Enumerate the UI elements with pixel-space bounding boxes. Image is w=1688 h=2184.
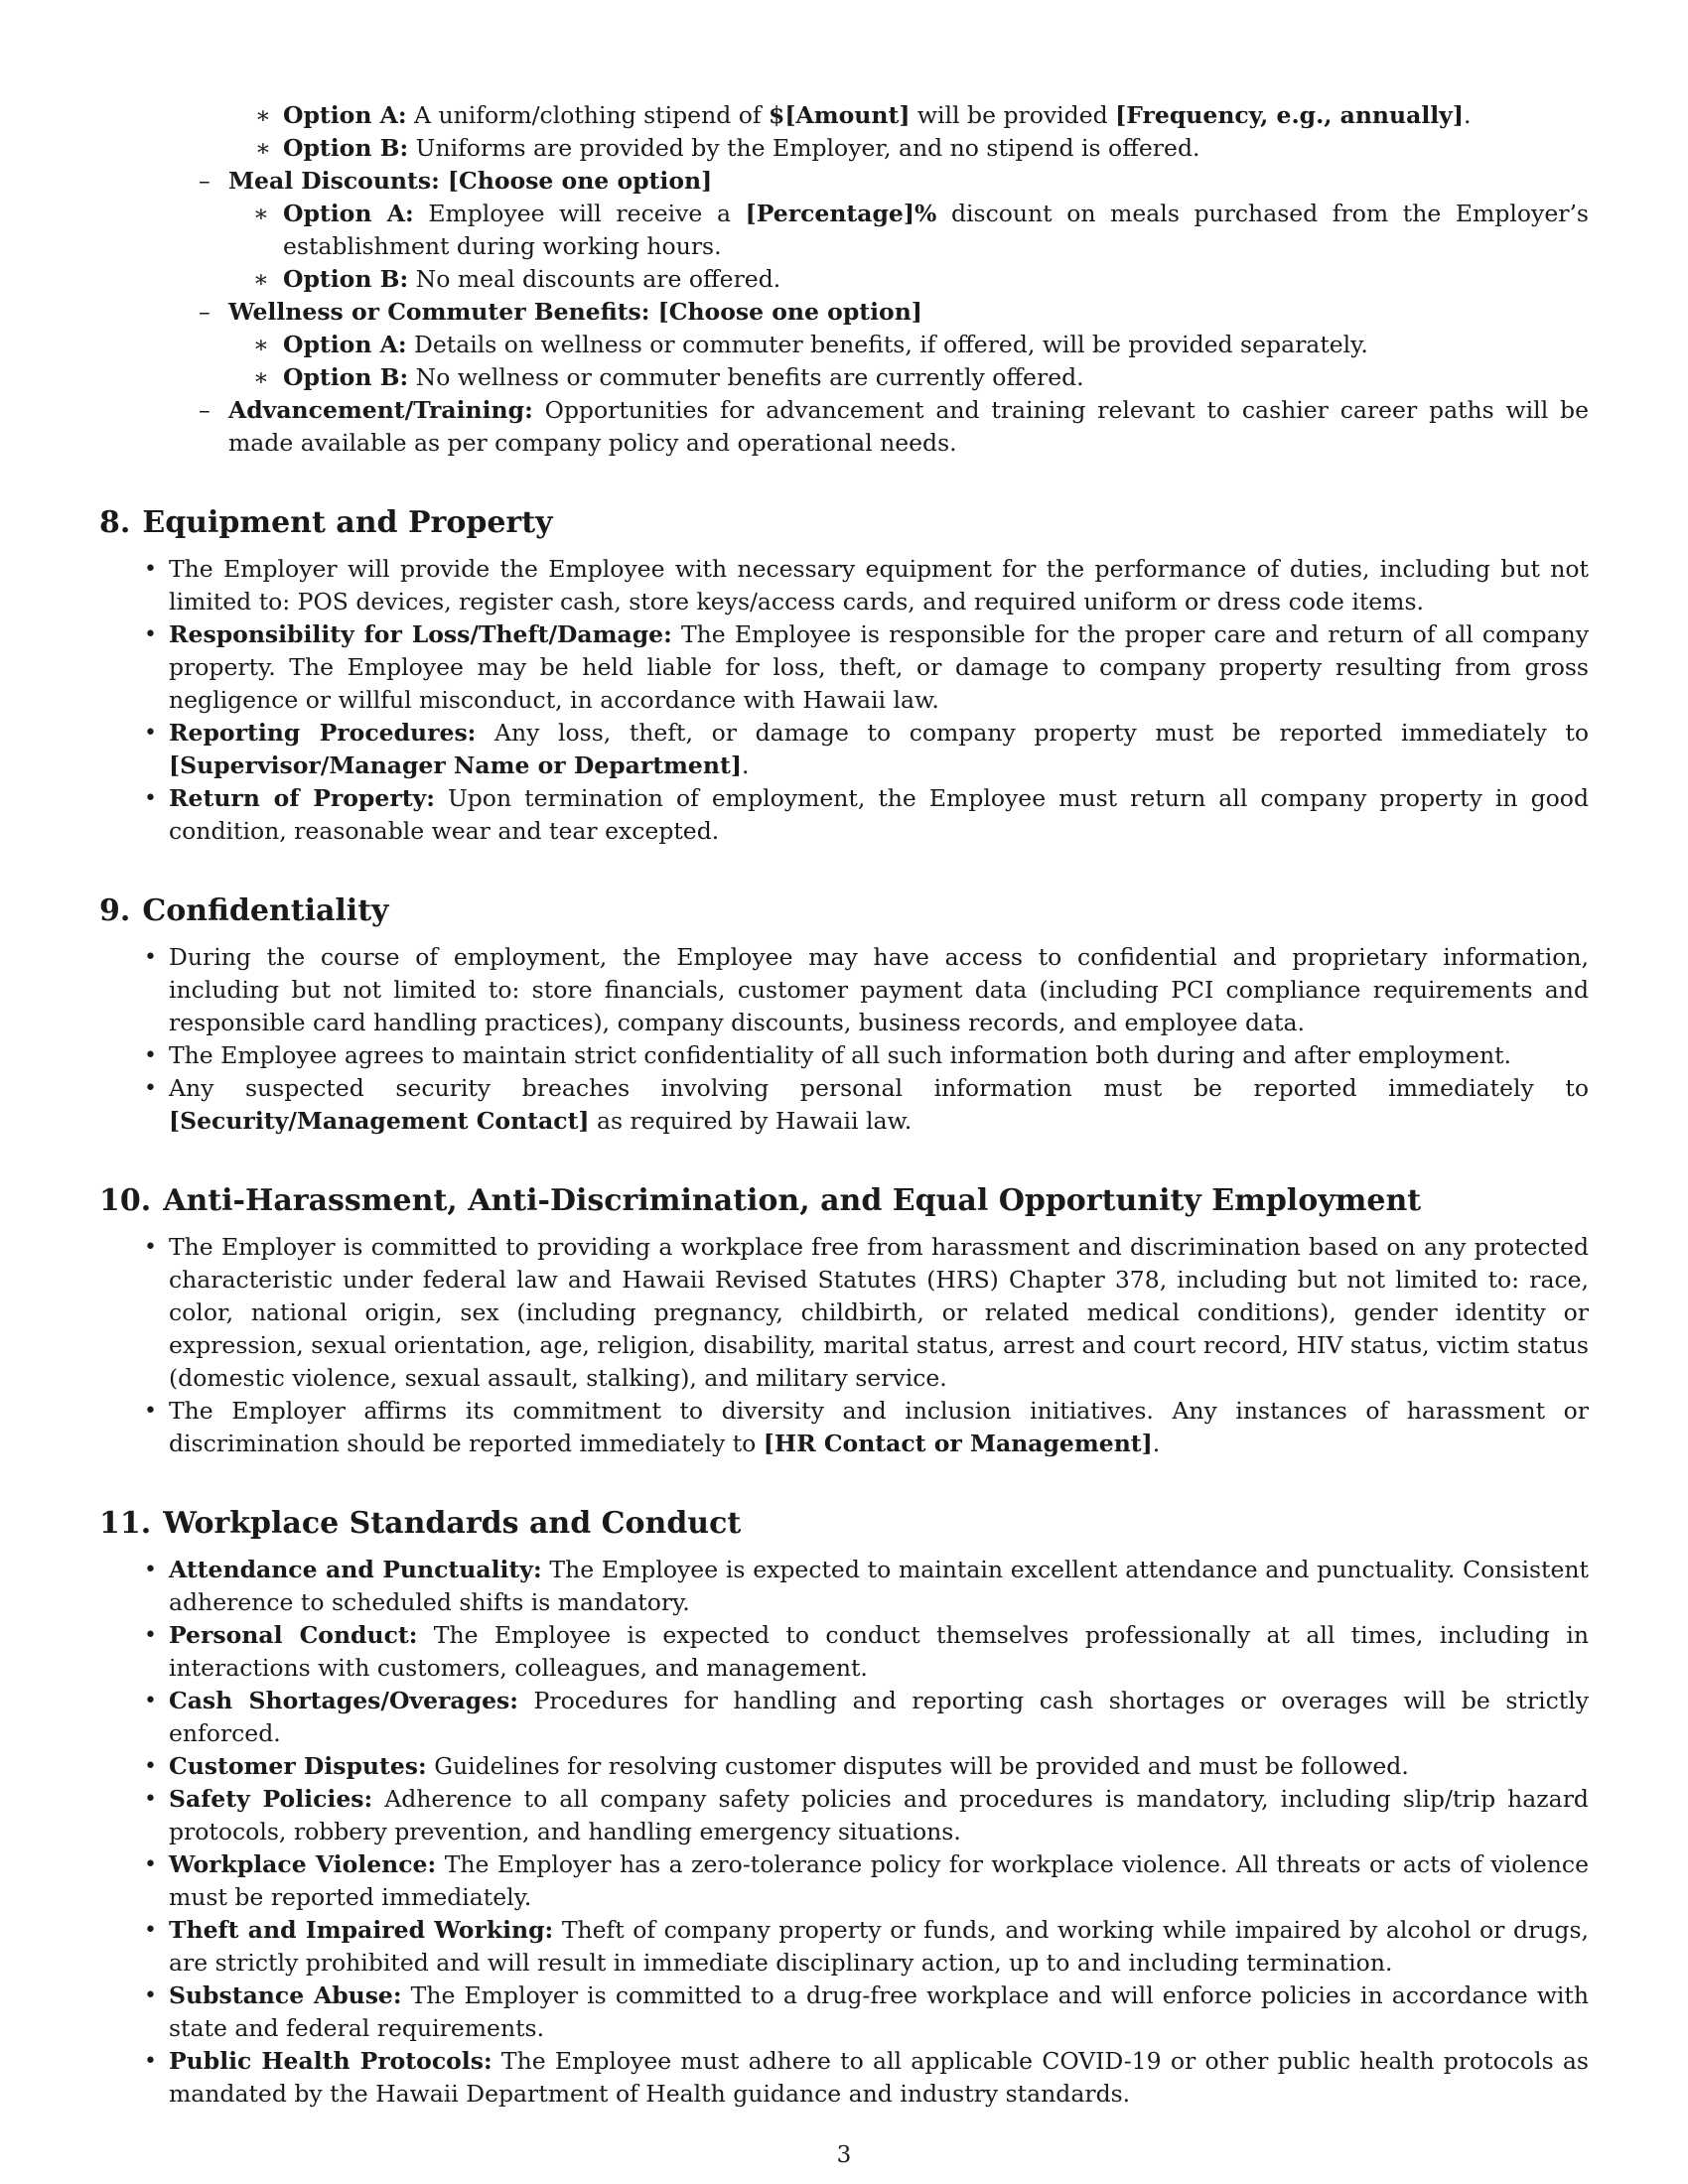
list-item: • Workplace Violence: The Employer has a zero-tolerance policy for workplace violence. All threats or acts of violence must be reported immediately. (144, 1850, 1589, 1911)
list-item: • Responsibility for Loss/Theft/Damage: The Employee is responsible for the proper care and return of all company property. The Employee may be held liable for loss, theft, or damage to company property resulting from gross negligence or willful misconduct, in accordance with Hawaii law. (144, 620, 1589, 714)
list-item: • The Employer will provide the Employee with necessary equipment for the performance of duties, including but not limited to: POS devices, register cash, store keys/access cards, and required uniform or dress code items. (144, 555, 1589, 615)
list-item: • Customer Disputes: Guidelines for resolving customer disputes will be provided and must be followed. (169, 1750, 1589, 1783)
list-item: • Any suspected security breaches involving personal information must be reported immediately to [Security/Management Contact] as required by Hawaii law. (144, 1074, 1589, 1135)
bullet-marker: • (144, 786, 157, 811)
list-item: ∗ Option A: A uniform/clothing stipend of $[Amount] will be provided [Frequency, e.g., annually]. (283, 99, 1589, 132)
list-item: • Substance Abuse: The Employer is committed to a drug-free workplace and will enforce policies in accordance with state and federal requirements. (144, 1981, 1589, 2042)
list-item: ∗ Option B: Uniforms are provided by the Employer, and no stipend is offered. (283, 132, 1589, 165)
bullet-marker: • (144, 945, 157, 970)
section-8-heading: 8. Equipment and Property (99, 505, 553, 540)
list-item: • Return of Property: Upon termination of employment, the Employee must return all company property in good condition, reasonable wear and tear excepted. (144, 784, 1589, 845)
star-marker: ∗ (255, 101, 271, 129)
star-marker: ∗ (253, 265, 269, 293)
bullet-marker: • (144, 1043, 157, 1068)
bullet-marker: • (144, 557, 157, 582)
section-8-list (144, 553, 1589, 848)
list-item: • The Employer affirms its commitment to diversity and inclusion initiatives. Any instances of harassment or discrimination should be reported immediately to [HR Contact or Management]. (144, 1397, 1589, 1457)
bullet-marker: • (144, 1983, 157, 2008)
bullet-marker: • (144, 1754, 157, 1779)
star-marker: ∗ (253, 200, 269, 227)
list-item: ∗ Option A: Employee will receive a [Percentage]% discount on meals purchased from the Employer’s establishment during working hours. (253, 200, 1589, 260)
page-number: 3 (836, 2142, 852, 2168)
list-item: ∗ Option B: No meal discounts are offered. (283, 263, 1589, 296)
bullet-marker: • (144, 1235, 157, 1260)
bullet-marker: • (144, 721, 157, 746)
list-item: • The Employee agrees to maintain strict confidentiality of all such information both during and after employment. (169, 1039, 1589, 1072)
list-item: • Reporting Procedures: Any loss, theft, or damage to company property must be reported immediately to [Supervisor/Manager Name or Department]. (144, 719, 1589, 779)
bullet-marker: • (144, 1689, 157, 1713)
section-9-list (144, 941, 1589, 1138)
section-10-list (144, 1231, 1589, 1460)
section-11-list (144, 1554, 1589, 2111)
list-item: • Public Health Protocols: The Employee must adhere to all applicable COVID-19 or other public health protocols as mandated by the Hawaii Department of Health guidance and industry standards. (144, 2047, 1589, 2108)
bullet-marker: • (144, 1558, 157, 1582)
list-item: • Safety Policies: Adherence to all company safety policies and procedures is mandatory, including slip/trip hazard protocols, robbery prevention, and handling emergency situations. (144, 1785, 1589, 1845)
bullet-marker: • (144, 622, 157, 647)
bullet-marker: • (144, 1918, 157, 1943)
list-item: • Personal Conduct: The Employee is expected to conduct themselves professionally at all times, including in interactions with customers, colleagues, and management. (144, 1621, 1589, 1682)
star-marker: ∗ (255, 134, 271, 162)
bullet-marker: • (144, 1787, 157, 1812)
list-item: • Theft and Impaired Working: Theft of company property or funds, and working while impaired by alcohol or drugs, are strictly prohibited and will result in immediate disciplinary action, up to and including termination. (144, 1916, 1589, 1977)
list-item: ∗ Option A: Details on wellness or commuter benefits, if offered, will be provided separately. (283, 329, 1589, 361)
wellness-options (253, 329, 1589, 394)
dash-marker: – (199, 167, 211, 195)
bullet-marker: • (144, 1623, 157, 1648)
bullet-marker: • (144, 1399, 157, 1424)
list-item: • Attendance and Punctuality: The Employee is expected to maintain excellent attendance and punctuality. Consistent adherence to scheduled shifts is mandatory. (144, 1556, 1589, 1616)
star-marker: ∗ (253, 363, 269, 391)
bullet-marker: • (144, 1076, 157, 1101)
dash-marker: – (199, 298, 211, 326)
dash-marker: – (199, 396, 211, 424)
bullet-marker: • (144, 2049, 157, 2074)
advancement-item: – Advancement/Training: Opportunities for advancement and training relevant to cashier career paths will be made available as per company policy and operational needs. (199, 396, 1589, 457)
list-item: • During the course of employment, the Employee may have access to confidential and proprietary information, including but not limited to: store financials, customer payment data (including PCI compliance requirements and responsible card handling practices), company discounts, business records, and employee data. (144, 943, 1589, 1036)
meal-discounts-item: – Meal Discounts: [Choose one option] ∗ Option A: Employee will receive a [Percentage]% discount on meals purchased from the Employer’s establishment during working hours. ∗ Option B: No meal discounts are offered. (228, 165, 1589, 296)
wellness-item: – Wellness or Commuter Benefits: [Choose one option] ∗ Option A: Details on wellness or commuter benefits, if offered, will be provided separately. ∗ Option B: No wellness or commuter benefits are currently offered. (228, 296, 1589, 394)
page-content (99, 99, 1589, 2111)
star-marker: ∗ (253, 331, 269, 358)
stipend-options (255, 99, 1589, 165)
section-10-heading: 10. Anti-Harassment, Anti-Discrimination, and Equal Opportunity Employment (99, 1183, 1422, 1218)
list-item: • Cash Shortages/Overages: Procedures for handling and reporting cash shortages or overages will be strictly enforced. (144, 1687, 1589, 1747)
section-9-heading: 9. Confidentiality (99, 893, 389, 928)
list-item: ∗ Option B: No wellness or commuter benefits are currently offered. (283, 361, 1589, 394)
section-11-heading: 11. Workplace Standards and Conduct (99, 1506, 742, 1541)
list-item: • The Employer is committed to providing a workplace free from harassment and discrimination based on any protected characteristic under federal law and Hawaii Revised Statutes (HRS) Chapter 378, including but not limited to: race, color, national origin, sex (including pregnancy, childbirth, or related medical conditions), gender identity or expression, sexual orientation, age, religion, disability, marital status, arrest and court record, HIV status, victim status (domestic violence, sexual assault, stalking), and military service. (144, 1233, 1589, 1392)
meal-options (253, 198, 1589, 296)
bullet-marker: • (144, 1852, 157, 1877)
benefits-list (199, 165, 1589, 460)
